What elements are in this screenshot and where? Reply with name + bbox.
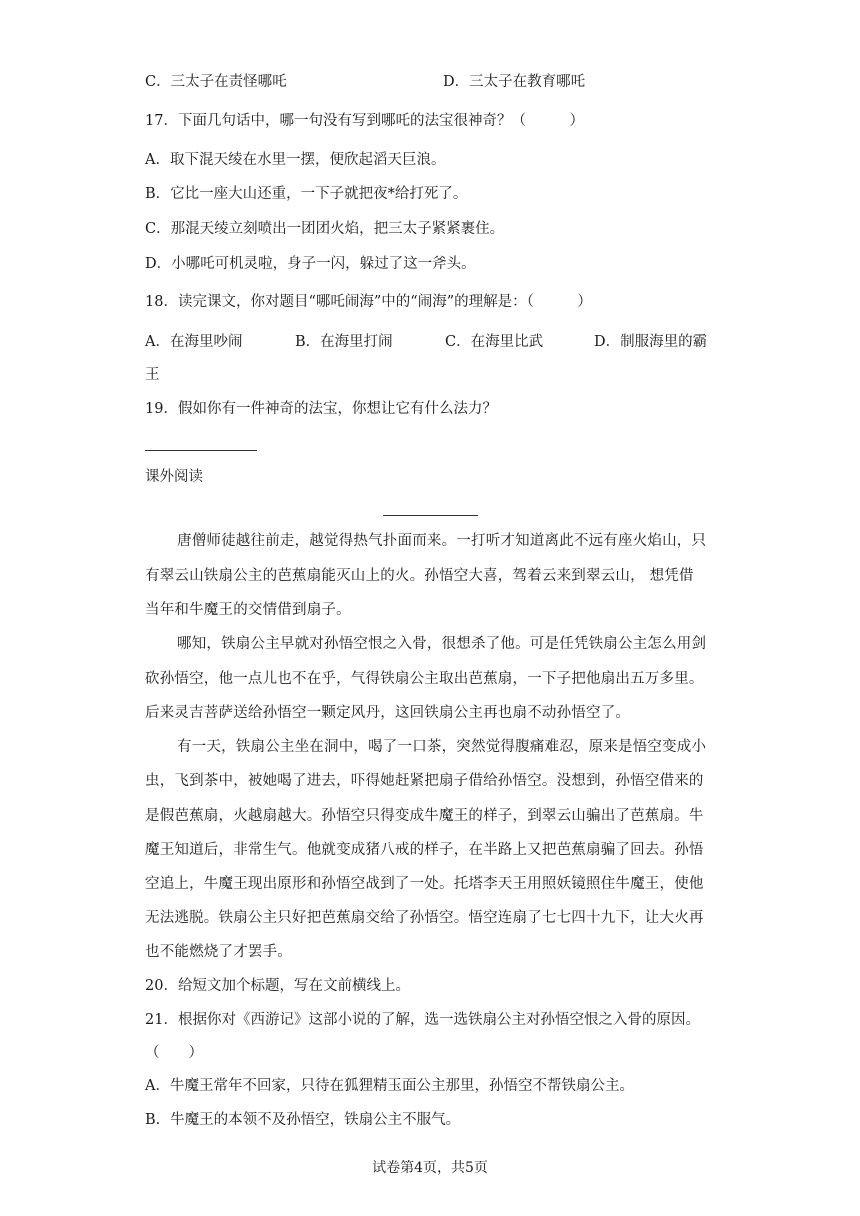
story-line: 有翠云山铁扇公主的芭蕉扇能灭山上的火。孙悟空大喜，驾着云来到翠云山， 想凭借 <box>145 568 694 584</box>
story-line: 有一天，铁扇公主坐在洞中，喝了一口茶，突然觉得腹痛难忍，原来是悟空变成小 <box>177 739 707 755</box>
story-line: 唐僧师徒越往前走，越觉得热气扑面而来。一打听才知道离此不远有座火焰山，只 <box>177 533 707 549</box>
q18-option-c: C．在海里比武 <box>445 334 544 350</box>
q19-answer-line <box>145 450 257 451</box>
page-footer: 试卷第4页，共5页 <box>372 1160 488 1176</box>
story-title-line <box>383 515 478 516</box>
story-line: 是假芭蕉扇，火越扇越大。孙悟空只得变成牛魔王的样子，到翠云山骗出了芭蕉扇。牛 <box>145 808 704 824</box>
story-line: 砍孙悟空，他一点儿也不在乎，气得铁扇公主取出芭蕉扇，一下子把他扇出五万多里。 <box>145 671 704 687</box>
q21-paren: （ ） <box>145 1045 203 1061</box>
q18-option-a: A．在海里吵闹 <box>145 334 243 350</box>
story-line: 也不能燃烧了才罢手。 <box>145 944 292 960</box>
q16-option-c: C．三太子在责怪哪吒 <box>145 74 287 90</box>
q16-option-d: D．三太子在教育哪吒 <box>443 74 586 90</box>
q17-option-d: D．小哪吒可机灵啦，身子一闪，躲过了这一斧头。 <box>145 256 476 272</box>
q17-option-a: A．取下混天绫在水里一摆，便欣起滔天巨浪。 <box>145 152 446 168</box>
q18-option-b: B．在海里打闹 <box>295 334 393 350</box>
q21-option-a: A．牛魔王常年不回家，只待在狐狸精玉面公主那里，孙悟空不帮铁扇公主。 <box>145 1078 634 1094</box>
story-line: 空追上，牛魔王现出原形和孙悟空战到了一处。托塔李天王用照妖镜照住牛魔王，使他 <box>145 876 704 892</box>
section-title: 课外阅读 <box>145 469 203 485</box>
story-line: 当年和牛魔王的交情借到扇子。 <box>145 602 351 618</box>
q21-stem: 21．根据你对《西游记》这部小说的了解，选一选铁扇公主对孙悟空恨之入骨的原因。 <box>145 1012 700 1028</box>
story-line: 虫，飞到茶中，被她喝了进去，吓得她赶紧把扇子借给孙悟空。没想到，孙悟空借来的 <box>145 773 704 789</box>
story-line: 魔王知道后，非常生气。他就变成猪八戒的样子，在半路上又把芭蕉扇骗了回去。孙悟 <box>145 842 704 858</box>
q19-stem: 19．假如你有一件神奇的法宝，你想让它有什么法力？ <box>145 401 497 417</box>
q17-stem: 17．下面几句话中，哪一句没有写到哪吒的法宝很神奇？（ ） <box>145 113 584 129</box>
q17-option-c: C．那混天绫立刻喷出一团团火焰，把三太子紧紧裹住。 <box>145 221 505 237</box>
q18-option-d-wrap: 王 <box>145 367 160 383</box>
q20-stem: 20．给短文加个标题，写在文前横线上。 <box>145 978 410 994</box>
q18-stem: 18．读完课文，你对题目“哪吒闹海”中的“闹海”的理解是：（ ） <box>145 294 592 310</box>
story-line: 后来灵吉菩萨送给孙悟空一颗定风丹，这回铁扇公主再也扇不动孙悟空了。 <box>145 705 631 721</box>
q17-option-b: B．它比一座大山还重，一下子就把夜*给打死了。 <box>145 186 468 202</box>
q18-option-d: D．制服海里的霸 <box>594 334 708 350</box>
story-line: 无法逃脱。铁扇公主只好把芭蕉扇交给了孙悟空。悟空连扇了七七四十九下，让大火再 <box>145 910 704 926</box>
story-line: 哪知，铁扇公主早就对孙悟空恨之入骨，很想杀了他。可是任凭铁扇公主怎么用剑 <box>177 636 707 652</box>
q21-option-b: B．牛魔王的本领不及孙悟空，铁扇公主不服气。 <box>145 1112 461 1128</box>
